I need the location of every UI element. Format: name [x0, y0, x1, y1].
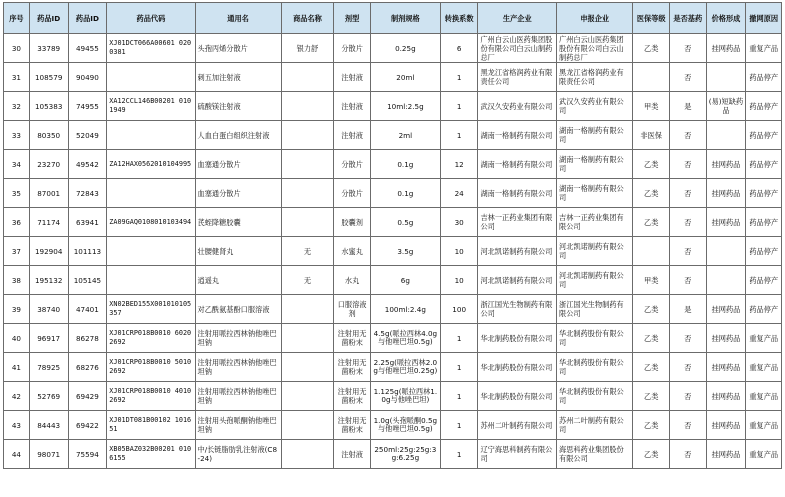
table-cell: XA12CCL146B00201 0101949 [107, 92, 195, 121]
table-cell: 10 [440, 237, 478, 266]
table-cell: 注射用哌拉西林钠他唑巴坦钠 [195, 324, 281, 353]
table-cell: 乙类 [633, 34, 670, 63]
table-cell: 10ml:2.5g [370, 92, 440, 121]
table-cell: 苏州二叶制药有限公司 [557, 411, 633, 440]
table-cell: 乙类 [633, 411, 670, 440]
table-cell: 对乙酰氨基酚口服溶液 [195, 295, 281, 324]
column-header: 通用名 [195, 3, 281, 34]
table-cell: 药品停产 [746, 266, 782, 295]
table-cell: 注射用无菌粉末 [334, 382, 371, 411]
table-cell: 吉林一正药业集团有限公司 [478, 208, 557, 237]
column-header: 转换系数 [440, 3, 478, 34]
table-cell: 重复产品 [746, 411, 782, 440]
table-cell [706, 63, 746, 92]
table-cell: 是 [670, 92, 707, 121]
table-cell: 30 [4, 34, 30, 63]
table-cell [107, 266, 195, 295]
table-cell: 52049 [68, 121, 107, 150]
table-cell: XN02BED155X001010105357 [107, 295, 195, 324]
table-cell: 250ml:25g:25g:3g:6.25g [370, 440, 440, 469]
table-cell: 注射用无菌粉末 [334, 411, 371, 440]
table-cell: 银力舒 [281, 34, 334, 63]
table-cell: 否 [670, 411, 707, 440]
table-cell [107, 121, 195, 150]
table-cell: 挂网药品 [706, 179, 746, 208]
column-header: 商品名称 [281, 3, 334, 34]
table-cell: 黑龙江省格润药业有限责任公司 [478, 63, 557, 92]
column-header: 价格形成 [706, 3, 746, 34]
table-row [4, 382, 782, 411]
table-cell: 49455 [68, 34, 107, 63]
table-row [4, 92, 782, 121]
table-cell: 195132 [29, 266, 68, 295]
table-cell: 1 [440, 63, 478, 92]
table-cell: ZA09GAQ0108010103494 [107, 208, 195, 237]
table-cell: XJ01CRP018B0010 50102692 [107, 353, 195, 382]
table-row [4, 63, 782, 92]
table-cell: 华北制药股份有限公司 [557, 353, 633, 382]
table-cell: 否 [670, 382, 707, 411]
table-cell: XJ01CRP018B0010 60202692 [107, 324, 195, 353]
table-cell [281, 353, 334, 382]
table-cell [107, 237, 195, 266]
table-cell: 乙类 [633, 324, 670, 353]
drug-table [3, 2, 782, 469]
table-cell: 华北制药股份有限公司 [557, 382, 633, 411]
table-cell: XJ01CRP018B0010 40102692 [107, 382, 195, 411]
table-cell: 药品停产 [746, 92, 782, 121]
table-header-row [4, 3, 782, 34]
table-cell: 注射液 [334, 440, 371, 469]
table-cell [281, 382, 334, 411]
table-cell [281, 208, 334, 237]
table-cell: 广州白云山医药集团股份有限公司白云山制药总厂 [478, 34, 557, 63]
table-cell [706, 121, 746, 150]
table-cell: 河北凯诺制药有限公司 [557, 266, 633, 295]
table-cell: 1 [440, 324, 478, 353]
table-cell: 分散片 [334, 179, 371, 208]
table-cell: 42 [4, 382, 30, 411]
table-cell: 挂网药品 [706, 150, 746, 179]
table-cell: 71174 [29, 208, 68, 237]
table-row [4, 353, 782, 382]
table-cell [706, 237, 746, 266]
table-cell: 注射液 [334, 63, 371, 92]
column-header: 申报企业 [557, 3, 633, 34]
table-cell: 47401 [68, 295, 107, 324]
table-cell: 挂网药品 [706, 208, 746, 237]
table-cell: 0.25g [370, 34, 440, 63]
table-cell: 人血白蛋白组织注射液 [195, 121, 281, 150]
table-cell: 24 [440, 179, 478, 208]
column-header: 是否基药 [670, 3, 707, 34]
table-cell: 分散片 [334, 150, 371, 179]
table-cell: 35 [4, 179, 30, 208]
table-cell: 100ml:2.4g [370, 295, 440, 324]
table-cell: 98071 [29, 440, 68, 469]
table-cell: 乙类 [633, 179, 670, 208]
table-cell: 甲类 [633, 266, 670, 295]
table-cell: 1 [440, 411, 478, 440]
table-cell: 105383 [29, 92, 68, 121]
table-cell: 重复产品 [746, 440, 782, 469]
table-cell: 湖南一格制药有限公司 [557, 121, 633, 150]
table-cell: 湖南一格制药有限公司 [478, 179, 557, 208]
table-cell: 0.5g [370, 208, 440, 237]
table-cell: 1 [440, 353, 478, 382]
table-cell: 108579 [29, 63, 68, 92]
table-cell: 河北凯诺制药有限公司 [557, 237, 633, 266]
table-cell: 否 [670, 324, 707, 353]
table-cell: 华北制药股份有限公司 [557, 324, 633, 353]
table-cell: 49542 [68, 150, 107, 179]
table-cell: 33789 [29, 34, 68, 63]
table-cell: 乙类 [633, 382, 670, 411]
table-cell: 2ml [370, 121, 440, 150]
table-cell: 69422 [68, 411, 107, 440]
table-cell: 分散片 [334, 34, 371, 63]
table-cell: 血塞通分散片 [195, 150, 281, 179]
table-cell: ZA12HAX0562010104995 [107, 150, 195, 179]
table-cell: 黑龙江省格润药业有限责任公司 [557, 63, 633, 92]
table-cell: 武汉久安药业有限公司 [478, 92, 557, 121]
table-cell [107, 179, 195, 208]
table-cell: 74955 [68, 92, 107, 121]
table-cell: 33 [4, 121, 30, 150]
table-cell: 药品停产 [746, 295, 782, 324]
column-header: 撤网原因 [746, 3, 782, 34]
table-cell: 100 [440, 295, 478, 324]
table-cell [281, 324, 334, 353]
table-cell: 重复产品 [746, 382, 782, 411]
table-cell [633, 63, 670, 92]
table-cell: 32 [4, 92, 30, 121]
column-header: 药品ID [29, 3, 68, 34]
table-cell: 否 [670, 353, 707, 382]
table-cell: 挂网药品 [706, 411, 746, 440]
table-cell: 87001 [29, 179, 68, 208]
table-cell: 1.125g(哌拉西林1.0g与他唑巴坦) [370, 382, 440, 411]
table-cell: 23270 [29, 150, 68, 179]
table-cell: 注射液 [334, 121, 371, 150]
table-cell: 78925 [29, 353, 68, 382]
table-cell: 药品停产 [746, 121, 782, 150]
table-cell: 6 [440, 34, 478, 63]
column-header: 生产企业 [478, 3, 557, 34]
table-cell [281, 121, 334, 150]
table-cell: 头孢丙烯分散片 [195, 34, 281, 63]
table-cell: 无 [281, 237, 334, 266]
table-cell: 注射用哌拉西林钠他唑巴坦钠 [195, 382, 281, 411]
table-cell: 否 [670, 179, 707, 208]
table-cell: 否 [670, 63, 707, 92]
table-cell: 84443 [29, 411, 68, 440]
table-cell: 否 [670, 208, 707, 237]
table-row [4, 411, 782, 440]
table-cell: 挂网药品 [706, 295, 746, 324]
table-cell: 37 [4, 237, 30, 266]
table-row [4, 237, 782, 266]
table-cell: 湖南一格制药有限公司 [478, 150, 557, 179]
table-body [4, 34, 782, 469]
table-cell: 20ml [370, 63, 440, 92]
table-cell: (易)短缺药品 [706, 92, 746, 121]
table-cell: 10 [440, 266, 478, 295]
table-cell: 43 [4, 411, 30, 440]
table-cell: 湖南一格制药有限公司 [557, 179, 633, 208]
table-row [4, 150, 782, 179]
table-cell: 药品停产 [746, 208, 782, 237]
table-cell: 挂网药品 [706, 324, 746, 353]
table-cell: 中/长链脂肪乳注射液(C8-24) [195, 440, 281, 469]
column-header: 药品代码 [107, 3, 195, 34]
table-cell: 6g [370, 266, 440, 295]
table-cell: 甲类 [633, 92, 670, 121]
table-cell: 44 [4, 440, 30, 469]
table-cell: 注射用无菌粉末 [334, 353, 371, 382]
table-cell: 芪蛭降糖胶囊 [195, 208, 281, 237]
table-cell: 硫酸镁注射液 [195, 92, 281, 121]
table-cell: 3.5g [370, 237, 440, 266]
table-cell: 68276 [68, 353, 107, 382]
table-cell: 注射用头孢哌酮钠他唑巴坦钠 [195, 411, 281, 440]
table-cell: 口服溶液剂 [334, 295, 371, 324]
table-row [4, 266, 782, 295]
table-cell: 31 [4, 63, 30, 92]
table-cell: 12 [440, 150, 478, 179]
table-cell: 39 [4, 295, 30, 324]
table-cell: 1 [440, 440, 478, 469]
table-cell: 1.0g(头孢哌酮0.5g与他唑巴坦0.5g) [370, 411, 440, 440]
table-row [4, 121, 782, 150]
table-cell: 逍遥丸 [195, 266, 281, 295]
table-cell: 刺五加注射液 [195, 63, 281, 92]
table-cell: 水丸 [334, 266, 371, 295]
table-cell: 水蜜丸 [334, 237, 371, 266]
column-header: 序号 [4, 3, 30, 34]
table-cell: 0.1g [370, 179, 440, 208]
table-cell: 华北制药股份有限公司 [478, 382, 557, 411]
table-cell: 乙类 [633, 295, 670, 324]
table-cell: 0.1g [370, 150, 440, 179]
table-cell: 69429 [68, 382, 107, 411]
table-cell: XJ01DCT066A00601 0200381 [107, 34, 195, 63]
table-cell: 重复产品 [746, 353, 782, 382]
table-cell: 浙江国光生物制药有限公司 [478, 295, 557, 324]
table-cell: 36 [4, 208, 30, 237]
column-header: 剂型 [334, 3, 371, 34]
table-row [4, 34, 782, 63]
table-cell [281, 179, 334, 208]
table-cell [281, 411, 334, 440]
table-cell: 广州白云山医药集团股份有限公司白云山制药总厂 [557, 34, 633, 63]
table-cell [633, 237, 670, 266]
table-cell: 吉林一正药业集团有限公司 [557, 208, 633, 237]
table-cell: 华北制药股份有限公司 [478, 353, 557, 382]
table-cell: 河北凯诺制药有限公司 [478, 266, 557, 295]
table-cell: 30 [440, 208, 478, 237]
table-cell: 乙类 [633, 208, 670, 237]
table-cell: 挂网药品 [706, 440, 746, 469]
table-row [4, 179, 782, 208]
column-header: 制剂规格 [370, 3, 440, 34]
table-cell: 38 [4, 266, 30, 295]
table-cell [281, 92, 334, 121]
table-cell [281, 63, 334, 92]
table-cell: 重复产品 [746, 324, 782, 353]
table-cell: 否 [670, 237, 707, 266]
table-cell: 75594 [68, 440, 107, 469]
table-row [4, 324, 782, 353]
table-cell: 湖南一格制药有限公司 [557, 150, 633, 179]
table-cell: 38740 [29, 295, 68, 324]
table-row [4, 295, 782, 324]
table-cell: 药品停产 [746, 63, 782, 92]
table-cell: 乙类 [633, 150, 670, 179]
table-cell: 1 [440, 92, 478, 121]
table-cell: 86278 [68, 324, 107, 353]
table-cell: 药品停产 [746, 150, 782, 179]
table-cell: 80350 [29, 121, 68, 150]
table-cell: 武汉久安药业有限公司 [557, 92, 633, 121]
table-cell: 苏州二叶制药有限公司 [478, 411, 557, 440]
table-cell: 注射用无菌粉末 [334, 324, 371, 353]
table-row [4, 440, 782, 469]
table-cell: 40 [4, 324, 30, 353]
table-cell: 2.25g(哌拉西林2.0g与他唑巴坦0.25g) [370, 353, 440, 382]
table-cell [281, 440, 334, 469]
table-cell: 浙江国光生物制药有限公司 [557, 295, 633, 324]
table-cell: 海思科药业集团股份有限公司 [557, 440, 633, 469]
table-cell: 101113 [68, 237, 107, 266]
table-cell: 挂网药品 [706, 34, 746, 63]
table-cell: 乙类 [633, 353, 670, 382]
table-cell [281, 295, 334, 324]
table-cell: 52769 [29, 382, 68, 411]
table-cell: 华北制药股份有限公司 [478, 324, 557, 353]
table-cell: 90490 [68, 63, 107, 92]
table-cell [706, 266, 746, 295]
table-cell: 192904 [29, 237, 68, 266]
table-cell: 非医保 [633, 121, 670, 150]
table-cell: 胶囊剂 [334, 208, 371, 237]
table-cell: 105145 [68, 266, 107, 295]
table-cell: 72843 [68, 179, 107, 208]
table-row [4, 208, 782, 237]
table-cell: 药品停产 [746, 237, 782, 266]
table-cell: 41 [4, 353, 30, 382]
column-header: 药品ID [68, 3, 107, 34]
table-cell [281, 150, 334, 179]
table-cell: 重复产品 [746, 34, 782, 63]
table-cell: 是 [670, 295, 707, 324]
table-cell: 乙类 [633, 440, 670, 469]
table-cell: 否 [670, 150, 707, 179]
table-cell: 否 [670, 266, 707, 295]
table-cell: 1 [440, 121, 478, 150]
table-cell: 辽宁海思科制药有限公司 [478, 440, 557, 469]
table-cell: 96917 [29, 324, 68, 353]
table-cell: 挂网药品 [706, 382, 746, 411]
table-cell: 1 [440, 382, 478, 411]
table-cell: 注射用哌拉西林钠他唑巴坦钠 [195, 353, 281, 382]
table-cell [107, 63, 195, 92]
table-cell: 药品停产 [746, 179, 782, 208]
table-cell: XB05BAZ032B00201 0106155 [107, 440, 195, 469]
column-header: 医保等级 [633, 3, 670, 34]
table-cell: 63941 [68, 208, 107, 237]
table-cell: 注射液 [334, 92, 371, 121]
table-cell: 否 [670, 440, 707, 469]
table-cell: 34 [4, 150, 30, 179]
table-cell: 否 [670, 34, 707, 63]
table-cell: XJ01DT081B00102 101651 [107, 411, 195, 440]
table-cell: 血塞通分散片 [195, 179, 281, 208]
table-cell: 4.5g(哌拉西林4.0g与他唑巴坦0.5g) [370, 324, 440, 353]
table-cell: 否 [670, 121, 707, 150]
table-cell: 壮腰健肾丸 [195, 237, 281, 266]
table-cell: 挂网药品 [706, 353, 746, 382]
table-cell: 河北凯诺制药有限公司 [478, 237, 557, 266]
table-cell: 无 [281, 266, 334, 295]
table-cell: 湖南一格制药有限公司 [478, 121, 557, 150]
